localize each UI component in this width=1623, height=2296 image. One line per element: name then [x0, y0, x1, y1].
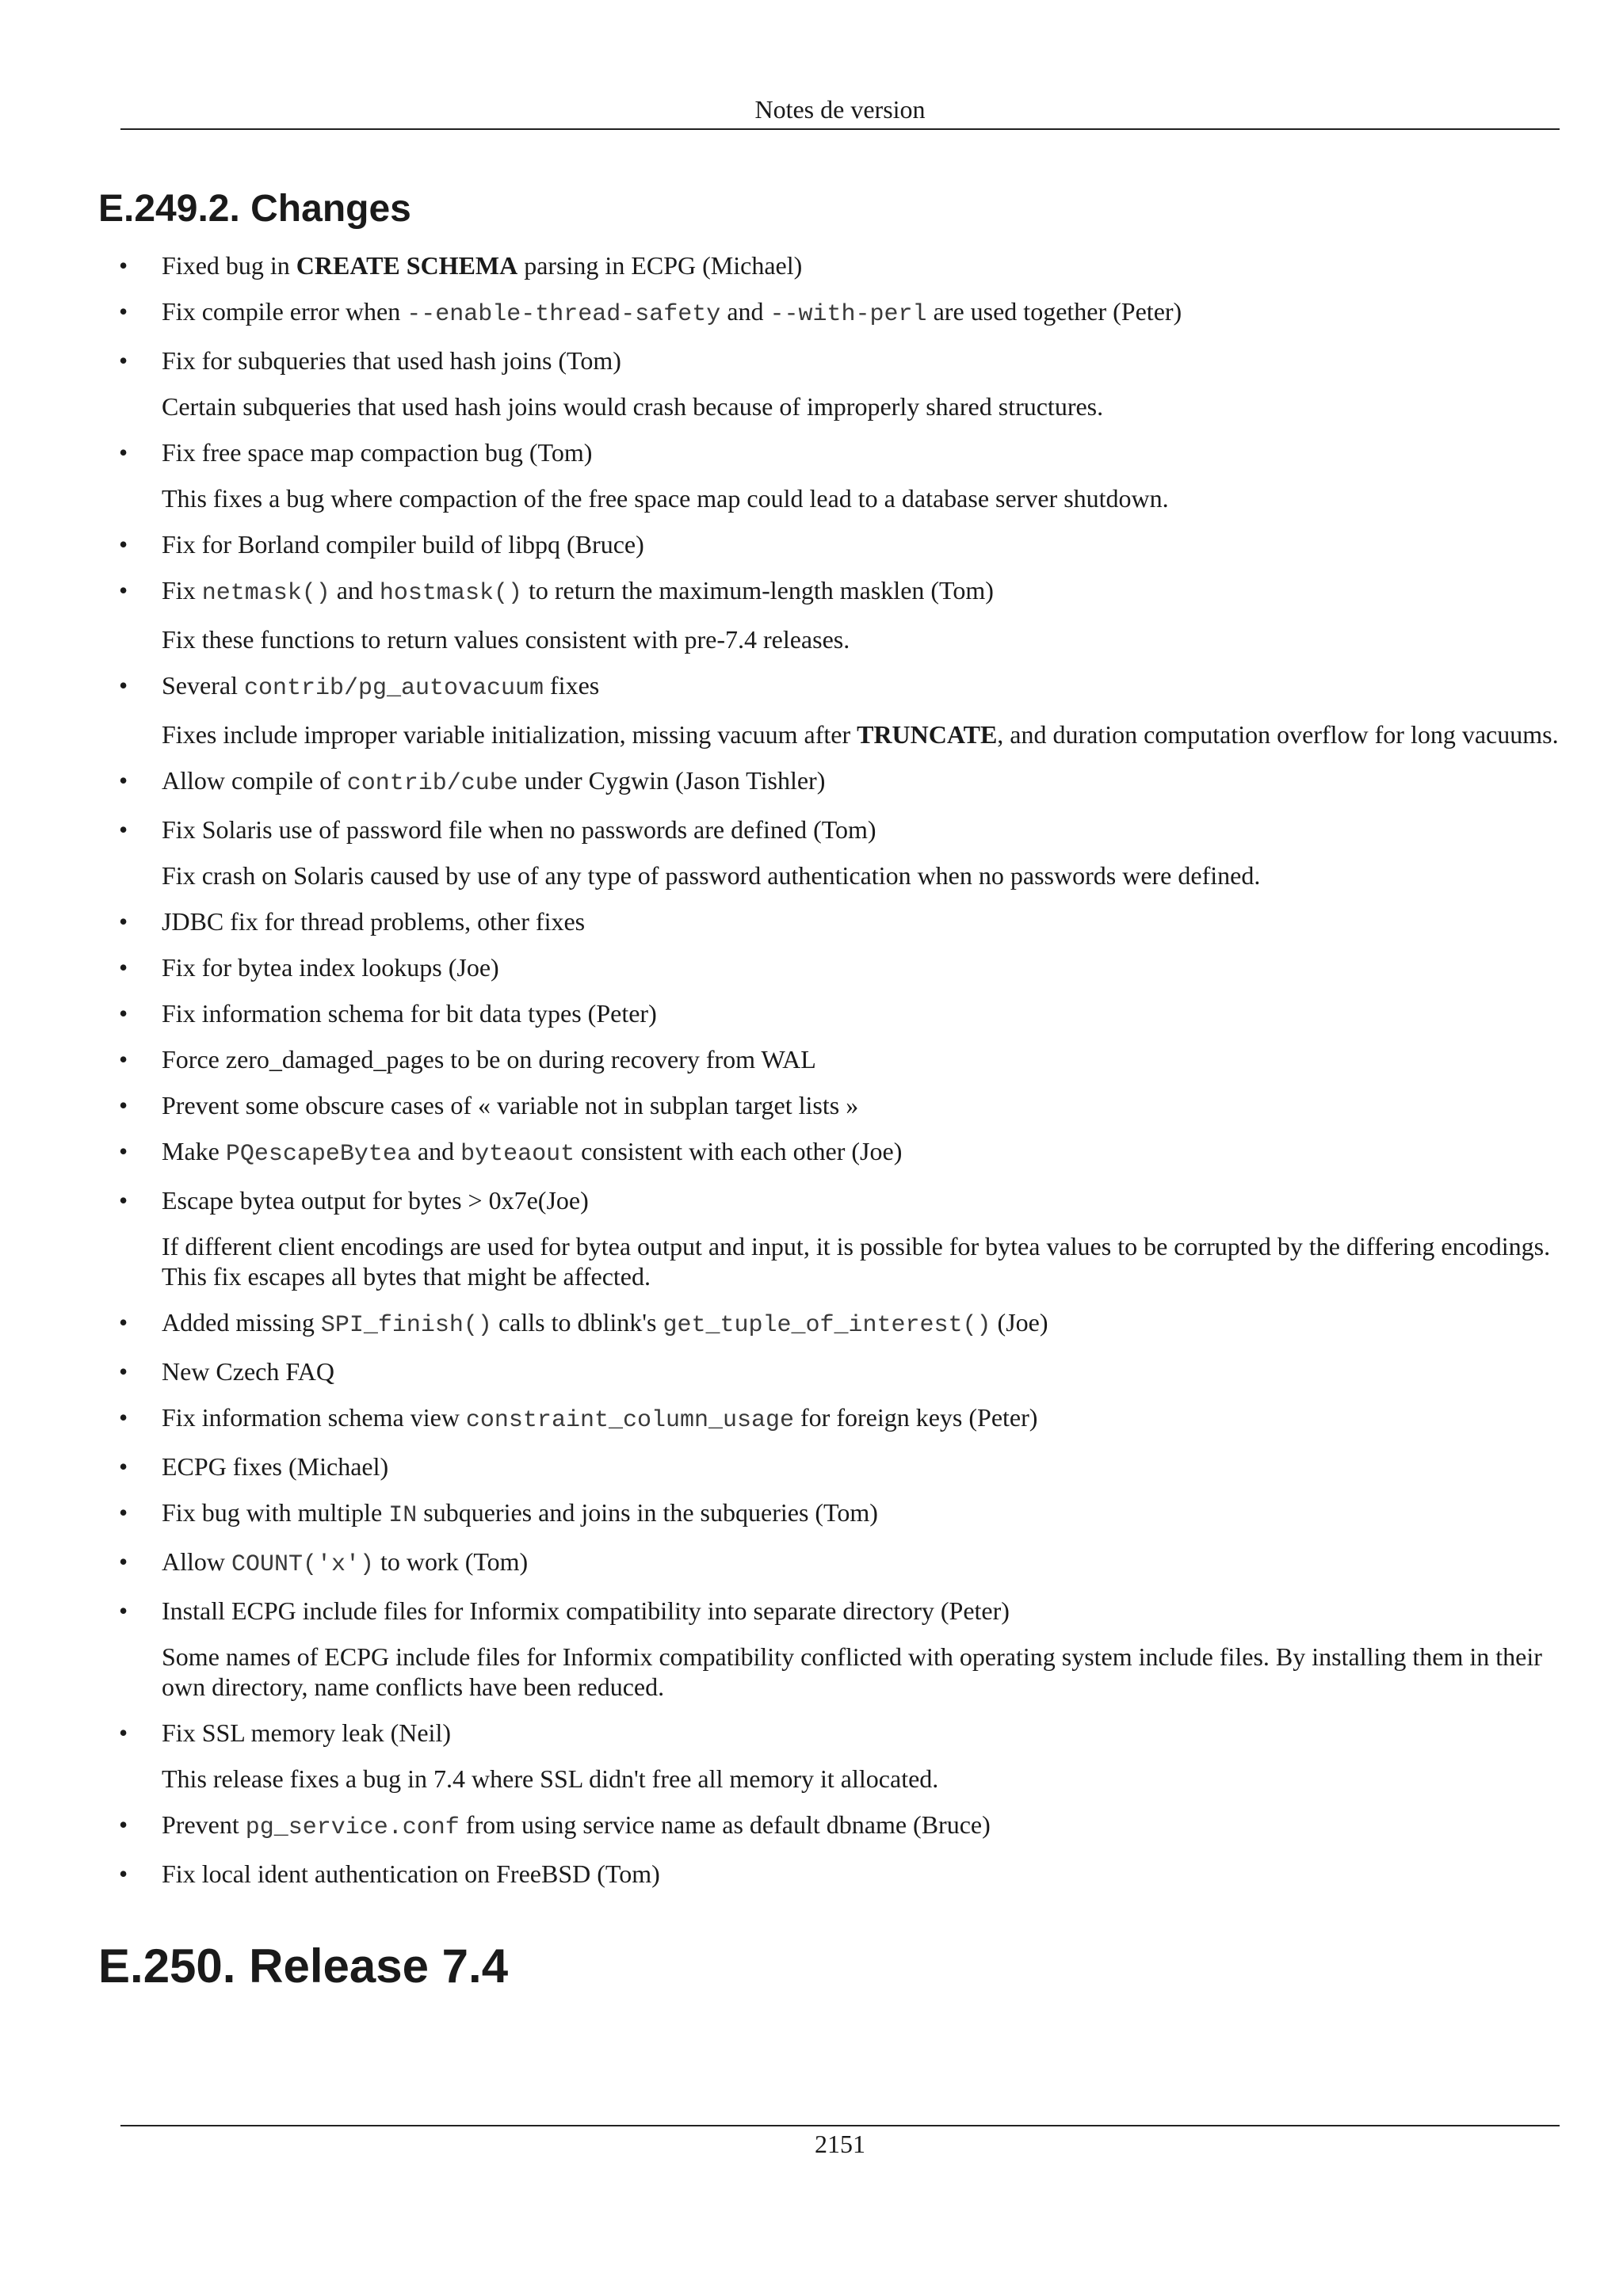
- change-summary: [162, 670, 1564, 719]
- code-literal: COUNT('x'): [231, 1551, 375, 1578]
- bullet-icon: •: [119, 671, 128, 700]
- change-summary: [162, 575, 1564, 624]
- change-summary: [162, 1044, 1564, 1090]
- bullet-icon: •: [119, 1045, 128, 1074]
- text-run: and: [720, 297, 770, 326]
- text-run: Fix information schema for bit data types (Peter): [162, 999, 657, 1028]
- text-run: Fix for bytea index lookups (Joe): [162, 953, 499, 982]
- code-literal: IN: [388, 1502, 418, 1529]
- text-run: and: [411, 1137, 461, 1165]
- page-number: 2151: [815, 2130, 865, 2158]
- change-summary: [162, 1307, 1564, 1356]
- bullet-icon: •: [119, 1859, 128, 1888]
- change-detail: [162, 624, 1564, 670]
- bullet-icon: •: [119, 576, 128, 605]
- text-run: Make: [162, 1137, 226, 1165]
- change-item: [98, 1451, 1564, 1497]
- change-item: [98, 1810, 1564, 1859]
- code-literal: contrib/pg_autovacuum: [243, 675, 544, 702]
- change-summary: [162, 1810, 1564, 1859]
- bullet-icon: •: [119, 766, 128, 795]
- text-run: Fix crash on Solaris caused by use of any type of password authentication when no passwords were defined.: [162, 861, 1261, 890]
- bullet-icon: •: [119, 999, 128, 1028]
- text-run: for foreign keys (Peter): [794, 1403, 1038, 1432]
- change-item: [98, 670, 1564, 765]
- change-item: [98, 1090, 1564, 1136]
- change-summary: [162, 765, 1564, 814]
- change-detail: [162, 1231, 1564, 1307]
- header-rule: [120, 128, 1560, 130]
- text-run: Fix SSL memory leak (Neil): [162, 1718, 451, 1747]
- change-detail: [162, 860, 1564, 906]
- change-detail: [162, 1642, 1564, 1718]
- text-run: ECPG fixes (Michael): [162, 1452, 389, 1481]
- text-run: Fix for Borland compiler build of libpq (Bruce): [162, 530, 644, 559]
- code-literal: --enable-thread-safety: [407, 301, 721, 328]
- text-run: Prevent some obscure cases of « variable not in subplan target lists »: [162, 1091, 859, 1119]
- change-summary: [162, 250, 1564, 296]
- change-summary: [162, 345, 1564, 391]
- section-title: E.249.2. Changes: [98, 188, 411, 230]
- code-literal: constraint_column_usage: [465, 1407, 794, 1434]
- text-run: fixes: [544, 671, 600, 700]
- bullet-icon: •: [119, 1596, 128, 1625]
- text-run: Fixed bug in: [162, 251, 296, 280]
- text-run: calls to dblink's: [491, 1308, 663, 1337]
- bullet-icon: •: [119, 1137, 128, 1165]
- change-item: [98, 1859, 1564, 1905]
- change-item: [98, 1718, 1564, 1810]
- change-item: [98, 575, 1564, 670]
- text-run: Force zero_damaged_pages to be on during recovery from WAL: [162, 1045, 816, 1074]
- text-run: subqueries and joins in the subqueries (Tom): [417, 1498, 878, 1527]
- bullet-icon: •: [119, 530, 128, 559]
- bullet-icon: •: [119, 1452, 128, 1481]
- code-literal: netmask(): [201, 580, 330, 607]
- changes-list: [98, 250, 1564, 1905]
- change-detail: [162, 719, 1564, 765]
- bullet-icon: •: [119, 1718, 128, 1747]
- bullet-icon: •: [119, 1547, 128, 1576]
- change-summary: [162, 1090, 1564, 1136]
- change-summary: [162, 1497, 1564, 1547]
- change-item: [98, 437, 1564, 529]
- change-detail: [162, 1764, 1564, 1810]
- bullet-icon: •: [119, 1357, 128, 1386]
- text-run: Prevent: [162, 1810, 246, 1839]
- change-item: [98, 814, 1564, 906]
- change-item: [98, 1136, 1564, 1185]
- text-run: Added missing: [162, 1308, 321, 1337]
- text-run: Fix information schema view: [162, 1403, 466, 1432]
- text-run: to return the maximum-length masklen (Tom): [521, 576, 994, 605]
- code-literal: contrib/cube: [346, 770, 518, 797]
- bullet-icon: •: [119, 1091, 128, 1119]
- code-literal: pg_service.conf: [245, 1814, 460, 1841]
- text-run: Install ECPG include files for Informix compatibility into separate directory (Peter): [162, 1596, 1010, 1625]
- text-run: Fixes include improper variable initialization, missing vacuum after: [162, 720, 857, 749]
- code-literal: --with-perl: [769, 301, 927, 328]
- bullet-icon: •: [119, 438, 128, 467]
- bullet-icon: •: [119, 1186, 128, 1215]
- next-section-title: E.250. Release 7.4: [98, 1939, 509, 1993]
- change-summary: [162, 1185, 1564, 1231]
- code-literal: hostmask(): [379, 580, 522, 607]
- change-item: [98, 1185, 1564, 1307]
- change-item: [98, 1307, 1564, 1356]
- change-item: [98, 296, 1564, 345]
- text-run: Fix for subqueries that used hash joins (Tom): [162, 346, 621, 375]
- text-run: are used together (Peter): [926, 297, 1182, 326]
- text-run: and: [330, 576, 380, 605]
- change-item: [98, 1356, 1564, 1402]
- change-item: [98, 952, 1564, 998]
- text-run: Some names of ECPG include files for Informix compatibility conflicted with operating system include files. By installing them in their own directory, name conflicts have been reduced.: [162, 1642, 1542, 1701]
- change-detail: [162, 391, 1564, 437]
- text-run: , and duration computation overflow for long vacuums.: [997, 720, 1559, 749]
- change-summary: [162, 1136, 1564, 1185]
- bullet-icon: •: [119, 953, 128, 982]
- change-summary: [162, 906, 1564, 952]
- change-summary: [162, 296, 1564, 345]
- text-run: Allow compile of: [162, 766, 347, 795]
- bullet-icon: •: [119, 1403, 128, 1432]
- code-literal: get_tuple_of_interest(): [663, 1312, 991, 1339]
- change-item: [98, 1497, 1564, 1547]
- bullet-icon: •: [119, 251, 128, 280]
- text-run: (Joe): [991, 1308, 1048, 1337]
- code-literal: byteaout: [460, 1141, 575, 1168]
- text-run: from using service name as default dbname (Bruce): [459, 1810, 991, 1839]
- bullet-icon: •: [119, 1498, 128, 1527]
- text-run: This fixes a bug where compaction of the free space map could lead to a database server shutdown.: [162, 484, 1169, 513]
- change-item: [98, 1402, 1564, 1451]
- change-summary: [162, 1547, 1564, 1596]
- text-run: parsing in ECPG (Michael): [517, 251, 803, 280]
- change-item: [98, 345, 1564, 437]
- change-item: [98, 998, 1564, 1044]
- text-run: Fix Solaris use of password file when no passwords are defined (Tom): [162, 815, 876, 844]
- text-run: JDBC fix for thread problems, other fixes: [162, 907, 586, 936]
- text-run: Fix compile error when: [162, 297, 407, 326]
- text-run: Fix: [162, 576, 202, 605]
- bullet-icon: •: [119, 907, 128, 936]
- change-summary: [162, 1356, 1564, 1402]
- text-run: Fix bug with multiple: [162, 1498, 389, 1527]
- change-summary: [162, 814, 1564, 860]
- change-summary: [162, 1596, 1564, 1642]
- text-run: consistent with each other (Joe): [575, 1137, 903, 1165]
- text-run: Certain subqueries that used hash joins would crash because of improperly shared structures.: [162, 392, 1104, 421]
- code-literal: SPI_finish(): [320, 1312, 492, 1339]
- text-run: Several: [162, 671, 244, 700]
- text-run: Fix these functions to return values consistent with pre-7.4 releases.: [162, 625, 850, 654]
- code-literal: PQescapeBytea: [225, 1141, 411, 1168]
- change-item: [98, 765, 1564, 814]
- text-run: under Cygwin (Jason Tishler): [517, 766, 826, 795]
- text-run: Allow: [162, 1547, 231, 1576]
- change-summary: [162, 1718, 1564, 1764]
- change-item: [98, 529, 1564, 575]
- text-run: Fix free space map compaction bug (Tom): [162, 438, 593, 467]
- text-run: If different client encodings are used for bytea output and input, it is possible for bytea values to be corrupted by the differing encodings. This fix escapes all bytes that might be affected.: [162, 1232, 1551, 1291]
- change-summary: [162, 437, 1564, 483]
- bold-keyword: CREATE SCHEMA: [296, 251, 518, 280]
- bullet-icon: •: [119, 297, 128, 326]
- change-item: [98, 906, 1564, 952]
- text-run: This release fixes a bug in 7.4 where SSL didn't free all memory it allocated.: [162, 1764, 939, 1793]
- bullet-icon: •: [119, 346, 128, 375]
- bullet-icon: •: [119, 1810, 128, 1839]
- bold-keyword: TRUNCATE: [857, 720, 998, 749]
- page-header: Notes de version: [754, 95, 926, 124]
- page-content: [98, 187, 1564, 1993]
- text-run: Fix local ident authentication on FreeBSD (Tom): [162, 1859, 660, 1888]
- change-summary: [162, 1451, 1564, 1497]
- change-summary: [162, 529, 1564, 575]
- footer-rule: [120, 2125, 1560, 2126]
- change-summary: [162, 998, 1564, 1044]
- bullet-icon: •: [119, 1308, 128, 1337]
- change-item: [98, 250, 1564, 296]
- text-run: New Czech FAQ: [162, 1357, 335, 1386]
- change-item: [98, 1547, 1564, 1596]
- change-item: [98, 1596, 1564, 1718]
- text-run: Escape bytea output for bytes > 0x7e(Joe): [162, 1186, 589, 1215]
- change-summary: [162, 1859, 1564, 1905]
- change-summary: [162, 1402, 1564, 1451]
- text-run: to work (Tom): [374, 1547, 529, 1576]
- bullet-icon: •: [119, 815, 128, 844]
- change-item: [98, 1044, 1564, 1090]
- change-detail: [162, 483, 1564, 529]
- change-summary: [162, 952, 1564, 998]
